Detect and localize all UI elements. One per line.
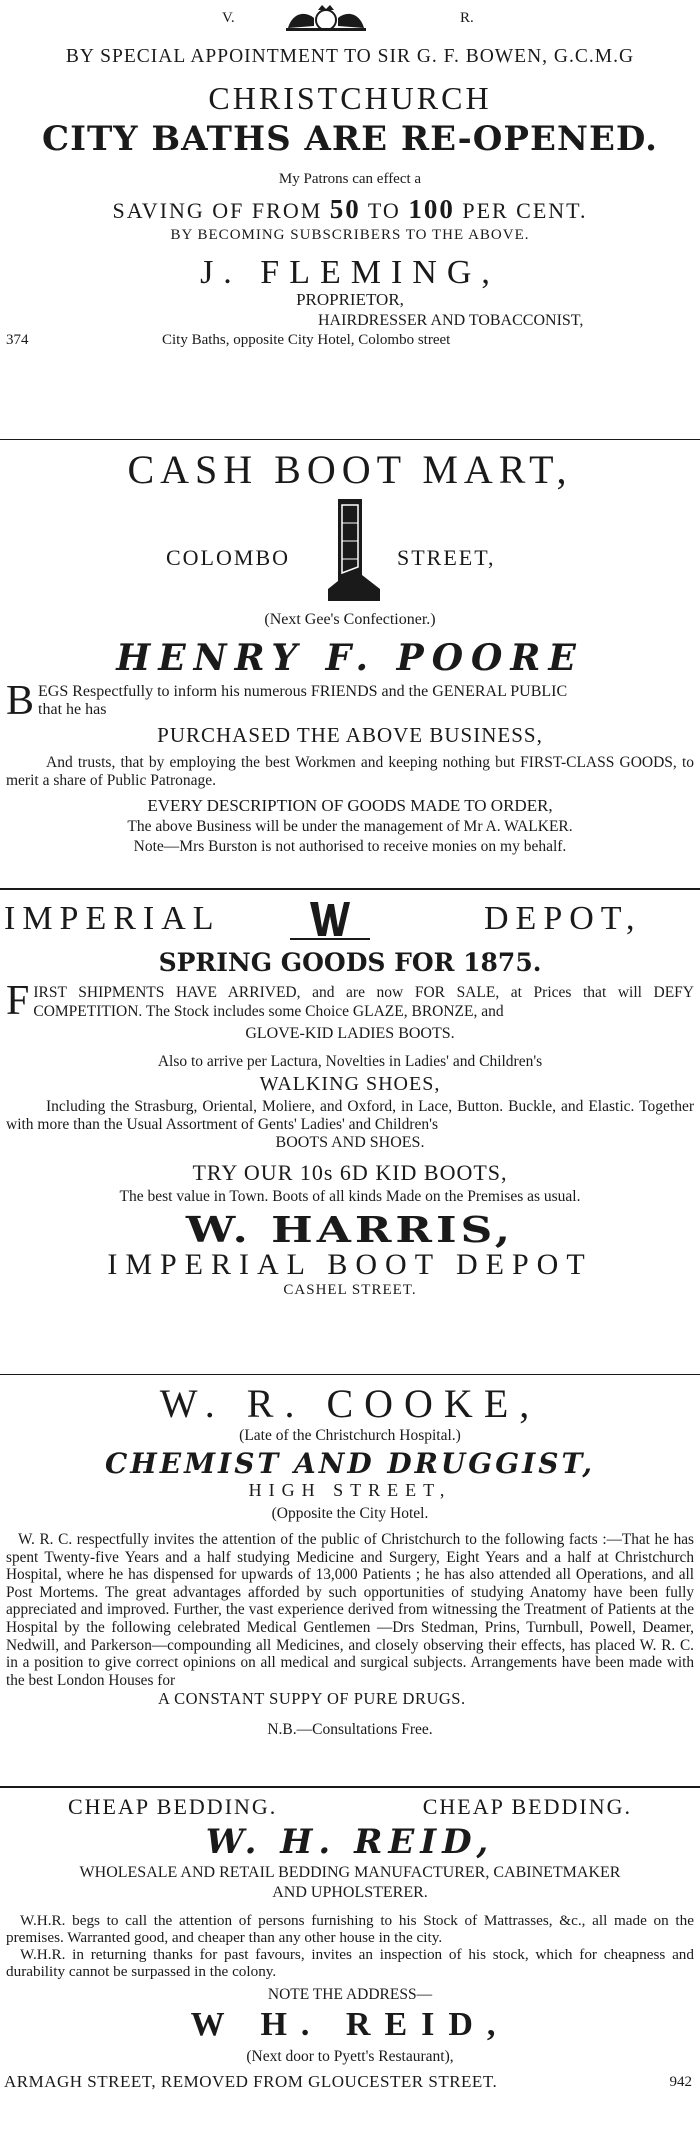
- opposite-hotel-line: (Opposite the City Hotel.: [271, 1505, 429, 1522]
- reid-bedding-advert: [0, 1794, 700, 2096]
- first-shipments-paragraph: [6, 978, 694, 1024]
- street-word: STREET,: [397, 545, 496, 570]
- next-gees-line: (Next Gee's Confectioner.): [264, 611, 436, 628]
- note-line: Note—Mrs Burston is not authorised to receive monies on my behalf.: [133, 838, 567, 855]
- high-street-line: HIGH STREET,: [248, 1480, 452, 1500]
- drop-cap-f: F: [6, 978, 30, 1024]
- henry-poore-name: HENRY F. POORE: [116, 637, 584, 679]
- cashel-street-line: CASHEL STREET.: [283, 1282, 417, 1298]
- cheap-bedding-row: [0, 1794, 700, 1820]
- saving-prefix: SAVING OF FROM: [112, 198, 323, 223]
- trusts-paragraph: And trusts, that by employing the best Workmen and keeping nothing but FIRST-CLASS GOODS, to merit a share of Public Patronage.: [6, 754, 694, 789]
- walking-shoes-heading: WALKING SHOES,: [259, 1073, 441, 1095]
- boot-icon: [322, 497, 384, 605]
- depot-word: DEPOT,: [484, 900, 642, 937]
- reid-body-paragraph-2: W.H.R. in returning thanks for past favours, invites an inspection of his stock, which for cheapness and durability cannot be surpassed in the colony.: [6, 1946, 694, 1980]
- imperial-depot-advert: [0, 898, 700, 1299]
- crest-header: [0, 4, 700, 34]
- advert-ref-number: 942: [669, 2074, 692, 2090]
- saving-from-number: 50: [329, 194, 361, 224]
- crest-right-letter: R.: [460, 10, 474, 26]
- column-rule: [0, 888, 700, 890]
- saving-line: [0, 194, 700, 225]
- try-kid-boots-heading: TRY OUR 10s 6D KID BOOTS,: [192, 1160, 508, 1185]
- saving-to-number: 100: [408, 194, 455, 224]
- harris-name: W. HARRIS,: [185, 1210, 515, 1251]
- city-baths-advert: [0, 46, 700, 352]
- baths-reopened-heading: CITY BATHS ARE RE-OPENED.: [42, 119, 658, 159]
- note-address-line: NOTE THE ADDRESS—: [267, 1986, 433, 2003]
- management-line: The above Business will be under the management of Mr A. WALKER.: [127, 818, 573, 835]
- cheap-bedding-left: CHEAP BEDDING.: [68, 1794, 278, 1819]
- cooke-name: W. R. COOKE,: [159, 1381, 541, 1426]
- baths-address: City Baths, opposite City Hotel, Colombo street: [162, 332, 451, 348]
- crest-left-letter: V.: [222, 10, 235, 26]
- boots-shoes-line: BOOTS AND SHOES.: [275, 1134, 425, 1151]
- reid-name-large: W H. REID,: [190, 2006, 510, 2043]
- saving-to-word: TO: [367, 198, 401, 223]
- christchurch-heading: CHRISTCHURCH: [208, 80, 492, 116]
- advert-ref-number: 374: [6, 332, 29, 348]
- drop-cap-b: B: [6, 678, 35, 724]
- consultations-line: N.B.—Consultations Free.: [267, 1721, 433, 1739]
- cooke-chemist-advert: [0, 1380, 700, 1739]
- reid-address-row: [0, 2072, 700, 2096]
- reid-trade-line-2: AND UPHOLSTERER.: [272, 1884, 428, 1901]
- next-door-line: (Next door to Pyett's Restaurant),: [246, 2048, 454, 2065]
- cash-boot-mart-advert: [0, 446, 700, 856]
- colombo-word: COLOMBO: [166, 545, 291, 570]
- ornate-monogram-icon: [290, 898, 370, 942]
- proprietor-line: PROPRIETOR,: [296, 290, 404, 309]
- including-paragraph: Including the Strasburg, Oriental, Moliere, and Oxford, in Lace, Button. Buckle, and Elastic. Together with more than the Usual Assortment of Gents' Ladies' and Children's: [6, 1098, 694, 1133]
- constant-supply-line: A CONSTANT SUPPY OF PURE DRUGS.: [158, 1689, 466, 1709]
- fleming-name: J. FLEMING,: [200, 254, 500, 291]
- appointment-line: BY SPECIAL APPOINTMENT TO SIR G. F. BOWEN, G.C.M.G: [65, 46, 635, 67]
- reid-address: ARMAGH STREET, REMOVED FROM GLOUCESTER STREET.: [4, 2072, 498, 2091]
- glove-kid-line: GLOVE-KID LADIES BOOTS.: [245, 1025, 455, 1042]
- arrive-line: Also to arrive per Lactura, Novelties in Ladies' and Children's: [157, 1053, 543, 1070]
- imperial-word: IMPERIAL: [4, 900, 221, 937]
- reid-trade-line: WHOLESALE AND RETAIL BEDDING MANUFACTURER, CABINETMAKER: [79, 1864, 621, 1881]
- first-shipments-text: IRST SHIPMENTS HAVE ARRIVED, and are now FOR SALE, at Prices that will DEFY COMPETITION. The Stock includes some Choice GLAZE, BRONZE, and: [33, 984, 694, 1020]
- purchased-heading: PURCHASED THE ABOVE BUSINESS,: [157, 723, 543, 747]
- royal-crest-icon: [278, 4, 374, 32]
- begs-line-2: that he has: [38, 701, 107, 718]
- spring-goods-heading: SPRING GOODS FOR 1875.: [158, 948, 542, 977]
- imperial-depot-heading-row: [0, 898, 700, 944]
- imperial-boot-depot-line: IMPERIAL BOOT DEPOT: [107, 1248, 593, 1281]
- begs-paragraph: [6, 678, 694, 724]
- patrons-line: My Patrons can effect a: [278, 171, 422, 187]
- late-hospital-line: (Late of the Christchurch Hospital.): [239, 1427, 461, 1444]
- colombo-street-row: [0, 493, 700, 609]
- column-rule: [0, 1786, 700, 1788]
- reid-body-paragraph: W.H.R. begs to call the attention of persons furnishing to his Stock of Mattrasses, &c., all made on the premises. Warranted good, and cheaper than any other house in the city.: [6, 1912, 694, 1946]
- trade-line: HAIRDRESSER AND TOBACCONIST,: [318, 312, 584, 329]
- cooke-body-paragraph: W. R. C. respectfully invites the attention of the public of Christchurch to the following facts :—That he has spent Twenty-five Years and a half studying Medicine and Surgery, Eight Years and a half at Christchurch Hospital, where he has dispensed for upwards of 13,000 Patients ; he has also attended all Operations, and all Post Mortems. The great advantages afforded by such opportunities of studying Anatomy have been fully appreciated and improved. Further, the vast experience derived from witnessing the Treatment of Patients at the Hospital by the following celebrated Medical Gentlemen —Drs Stedman, Prins, Turnbull, Powell, Deamer, Nedwill, and Parkerson—compounding all Medicines, and closely observing their effects, has placed W. R. C. in a position to give correct opinions on all medical and surgical subjects. Arrangements have been made with the best London Houses for: [6, 1531, 694, 1689]
- column-rule: [0, 1374, 700, 1375]
- every-description-line: EVERY DESCRIPTION OF GOODS MADE TO ORDER,: [147, 796, 553, 815]
- reid-name: W. H. REID,: [205, 1822, 495, 1862]
- begs-line: EGS Respectfully to inform his numerous FRIENDS and the GENERAL PUBLIC: [38, 683, 568, 700]
- chemist-druggist-heading: CHEMIST AND DRUGGIST,: [105, 1447, 595, 1480]
- cash-boot-mart-heading: CASH BOOT MART,: [127, 447, 573, 492]
- best-value-line: The best value in Town. Boots of all kinds Made on the Premises as usual.: [119, 1188, 581, 1205]
- saving-suffix: PER CENT.: [462, 198, 588, 223]
- baths-address-row: [0, 332, 700, 352]
- column-rule: [0, 439, 700, 440]
- cheap-bedding-right: CHEAP BEDDING.: [422, 1794, 632, 1819]
- subscribers-line: BY BECOMING SUBSCRIBERS TO THE ABOVE.: [170, 227, 530, 243]
